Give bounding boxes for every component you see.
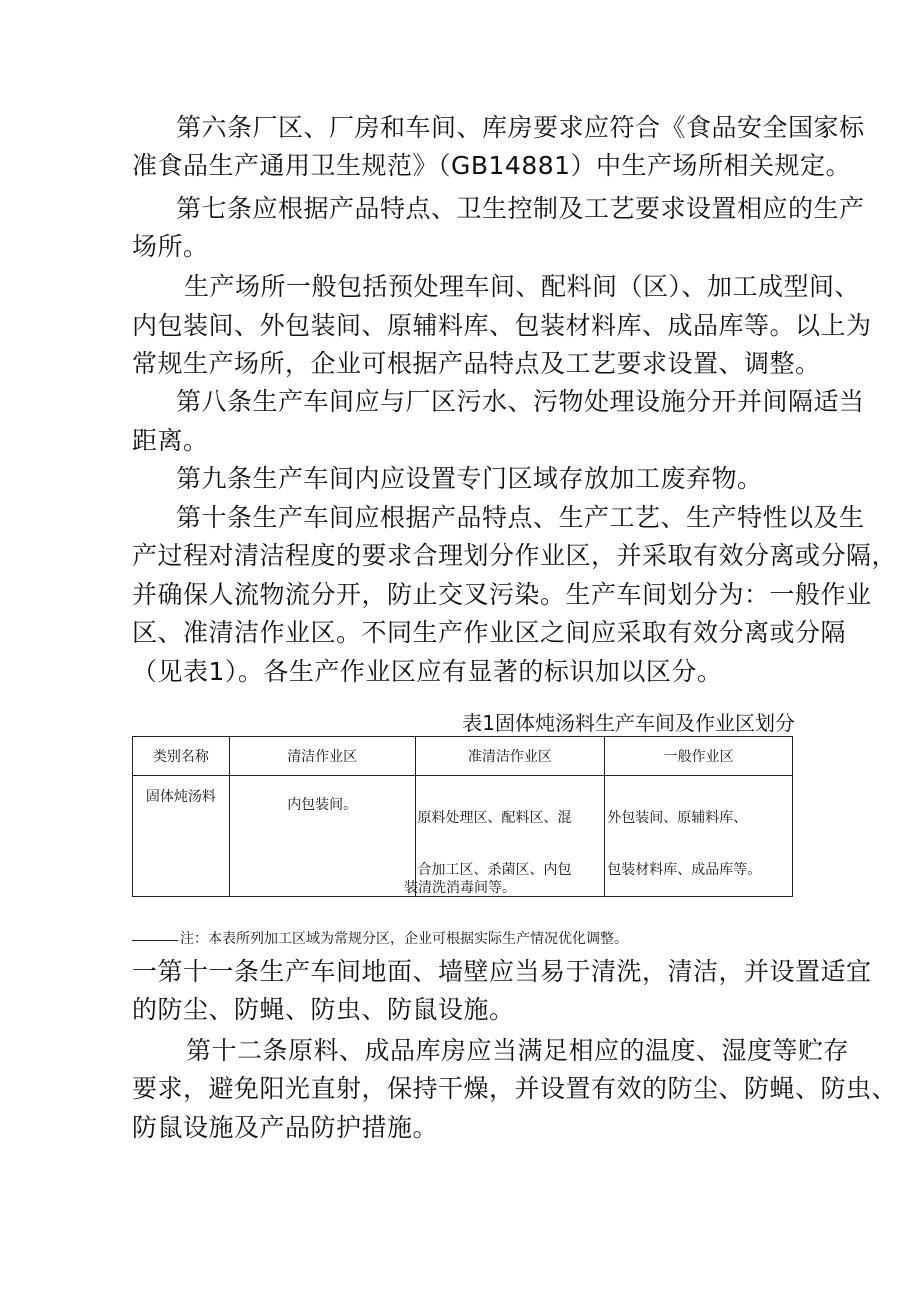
- note-text: 注：本表所列加工区域为常规分区，企业可根据实际生产情况优化调整。: [180, 931, 628, 947]
- article-10-line-2: 产过程对清洁程度的要求合理划分作业区，并采取有效分离或分隔，: [132, 541, 898, 570]
- header-semi-clean-zone: 准清洁作业区: [415, 737, 605, 776]
- general-line-1: 外包装间、原辅料库、: [607, 810, 748, 826]
- article-11-line-2: 的防尘、防蝇、防虫、防鼠设施。: [132, 995, 515, 1024]
- article-12-line-1: 第十二条原料、成品库房应当满足相应的温度、湿度等贮存: [186, 1036, 850, 1065]
- article-8-line-2: 距离。: [132, 426, 209, 455]
- general-line-2: 包装材料库、成品库等。: [607, 862, 762, 878]
- article-7-line-2: 场所。: [132, 232, 209, 261]
- article-10-line-3: 并确保人流物流分开，防止交叉污染。生产车间划分为：一般作业: [132, 580, 872, 609]
- article-7-line-1: 第七条应根据产品特点、卫生控制及工艺要求设置相应的生产: [176, 194, 865, 223]
- header-clean-zone: 清洁作业区: [229, 737, 415, 776]
- zone-table: [132, 736, 793, 897]
- table-header-row: [133, 737, 793, 776]
- sites-line-2: 内包装间、外包装间、原辅料库、包装材料库、成品库等。以上为: [132, 311, 872, 340]
- sites-line-3: 常规生产场所，企业可根据产品特点及工艺要求设置、调整。: [132, 349, 821, 378]
- sites-line-1: 生产场所一般包括预处理车间、配料间（区）、加工成型间、: [184, 272, 861, 301]
- semi-clean-overflow-text: 装清洗消毒间等。: [404, 880, 516, 896]
- article-10-line-1: 第十条生产车间应根据产品特点、生产工艺、生产特性以及生: [176, 503, 865, 532]
- article-11-line-1: 一第十一条生产车间地面、墙壁应当易于清洗，清洁，并设置适宜: [132, 957, 872, 986]
- table-caption: 表1固体炖汤料生产车间及作业区划分: [462, 711, 795, 735]
- cell-general-zone: [605, 776, 793, 897]
- cell-category: 固体炖汤料: [133, 776, 230, 897]
- article-6-line-2: 准食品生产通用卫生规范》（GB14881）中生产场所相关规定。: [132, 151, 852, 180]
- semi-clean-line-1: 原料处理区、配料区、混: [417, 810, 572, 826]
- article-12-line-3: 防鼠设施及产品防护措施。: [132, 1113, 439, 1142]
- table-note: [132, 928, 628, 948]
- header-category: 类别名称: [133, 737, 230, 776]
- note-underline: [132, 940, 178, 941]
- article-9-line-1: 第九条生产车间内应设置专门区域存放加工废弃物。: [176, 464, 763, 493]
- article-6-line-1: 第六条厂区、厂房和车间、库房要求应符合《食品安全国家标: [176, 113, 865, 142]
- article-10-line-5: （见表1）。各生产作业区应有显著的标识加以区分。: [132, 657, 723, 686]
- article-8-line-1: 第八条生产车间应与厂区污水、污物处理设施分开并间隔适当: [176, 387, 865, 416]
- semi-clean-line-2: 合加工区、杀菌区、内包: [417, 862, 572, 878]
- header-general-zone: 一般作业区: [605, 737, 793, 776]
- cell-clean-zone: 内包装间。: [229, 776, 415, 897]
- article-12-line-2: 要求，避免阳光直射，保持干燥，并设置有效的防尘、防蝇、防虫、: [132, 1074, 898, 1103]
- article-10-line-4: 区、准清洁作业区。不同生产作业区之间应采取有效分离或分隔: [132, 618, 847, 647]
